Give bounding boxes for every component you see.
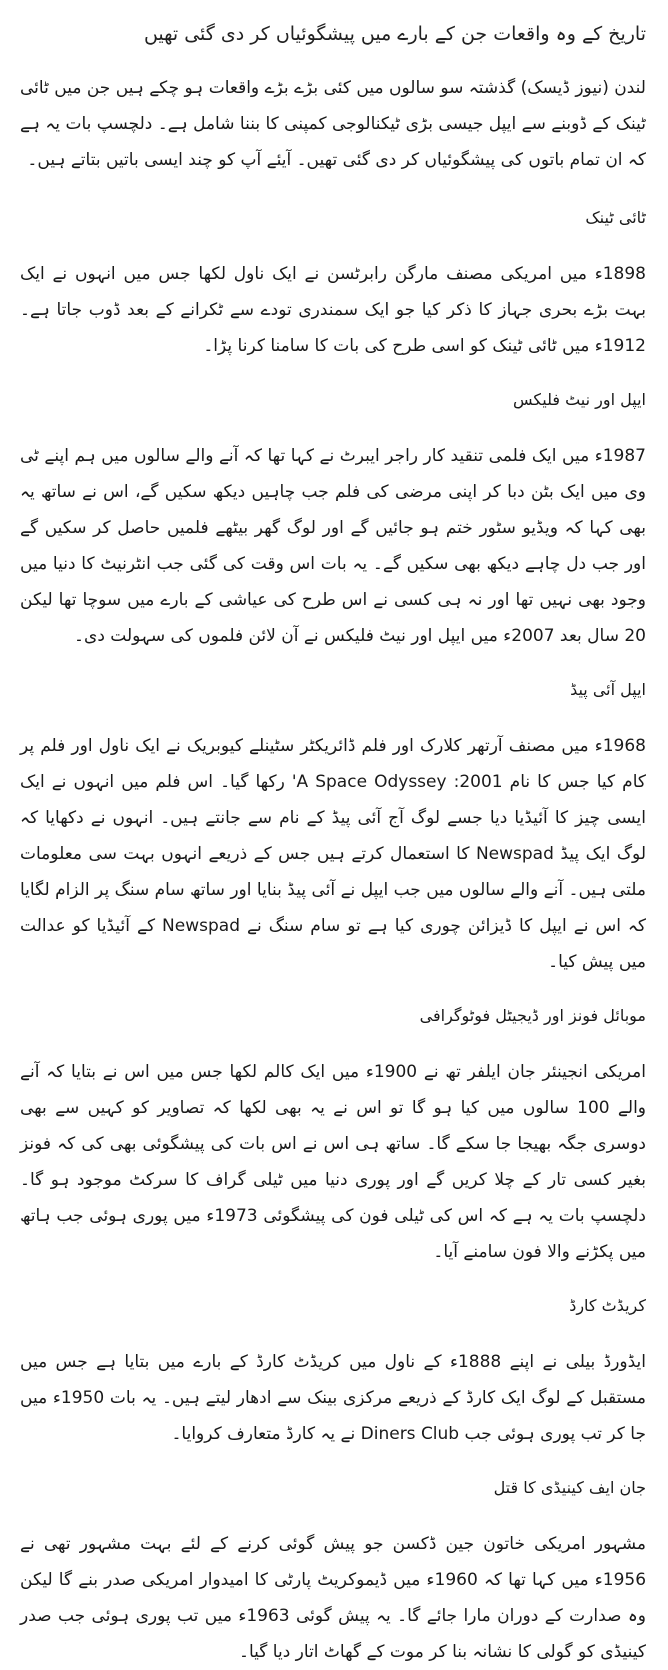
section-heading: ایپل اور نیٹ فلیکس xyxy=(513,390,646,409)
section-heading: موبائل فونز اور ڈیجیٹل فوٹوگرافی xyxy=(419,1006,646,1025)
section-paragraph: 1898ء میں امریکی مصنف مارگن رابرٹسن نے ایک ناول لکھا جس میں انہوں نے ایک بہت بڑے بحری جہاز کا ذکر کیا جو ایک سمندری تودے سے ٹکرانے کے بعد ڈوب جاتا ہے۔ 1912ء میں ٹائی ٹینک کو اسی طرح کی بات کا سامنا کرنا پڑا۔ xyxy=(20,264,646,356)
section-credit-card xyxy=(20,1292,646,1452)
section-apple-netflix xyxy=(20,386,646,654)
section-paragraph: ایڈورڈ بیلی نے اپنے 1888ء کے ناول میں کریڈٹ کارڈ کے بارے میں بتایا ہے جس میں مستقبل کے لوگ ایک کارڈ کے ذریعے مرکزی بینک سے ادھار لیتے ہیں۔ یہ بات 1950ء میں جا کر تب پوری ہوئی جب Diners Club نے یہ کارڈ متعارف کروایا۔ xyxy=(20,1352,647,1444)
section-paragraph: مشہور امریکی خاتون جین ڈکسن جو پیش گوئی کرنے کے لئے بہت مشہور تھی نے 1956ء میں کہا تھا کہ 1960ء میں ڈیموکریٹ پارٹی کا امیدوار امریکی صدر بنے گا لیکن وہ صدارت کے دوران مارا جائے گا۔ یہ پیش گوئی 1963ء میں تب پوری ہوئی جب صدر کینیڈی کو گولی کا نشانہ بنا کر موت کے گھاٹ اتار دیا گیا۔ xyxy=(20,1534,647,1662)
section-paragraph: 1987ء میں ایک فلمی تنقید کار راجر ایبرٹ نے کہا تھا کہ آنے والے سالوں میں ہم اپنے ٹی وی میں ایک بٹن دبا کر اپنی مرضی کی فلم جب چاہیں دیکھ سکیں گے، اس نے ساتھ یہ بھی کہا کہ ویڈیو سٹور ختم ہو جائیں گے اور لوگ گھر بیٹھے فلمیں حاصل کر سکیں گے اور جب دل چاہے دیکھ بھی سکیں گے۔ یہ بات اس وقت کی گئی جب انٹرنیٹ کا دنیا میں وجود بھی نہیں تھا اور نہ ہی کسی نے اس طرح کی عیاشی کے بارے میں سوچا تھا لیکن 20 سال بعد 2007ء میں ایپل اور نیٹ فلیکس نے آن لائن فلموں کی سہولت دی۔ xyxy=(20,446,646,646)
section-paragraph: 1968ء میں مصنف آرتھر کلارک اور فلم ڈائریکٹر سٹینلے کیوبریک نے ایک ناول اور فلم پر کام کیا جس کا نام 2001: A Space Odyssey' رکھا گیا۔ اس فلم میں انہوں نے ایک ایسی چیز کا آئیڈیا دیا جسے لوگ آج آئی پیڈ کے نام سے جانتے ہیں۔ انہوں نے دکھایا کہ لوگ ایک پیڈ Newspad کا استعمال کرتے ہیں جس کے ذریعے انہوں بہت سی معلومات ملتی ہیں۔ آنے والے سالوں میں جب ایپل نے آئی پیڈ بنایا اور ساتھ سام سنگ پر الزام لگایا کہ اس نے ایپل کا ڈیزائن چوری کیا ہے تو سام سنگ نے Newspad کے آئیڈیا کو عدالت میں پیش کیا۔ xyxy=(20,736,647,972)
section-paragraph: امریکی انجینئر جان ایلفر تھ نے 1900ء میں ایک کالم لکھا جس میں اس نے بتایا کہ آنے والے 100 سالوں میں کیا ہو گا تو اس نے یہ بھی لکھا کہ تصاویر کو کہیں سے بھی دوسری جگہ بھیجا جا سکے گا۔ ساتھ ہی اس نے اس بات کی پیشگوئی بھی کی کہ فونز بغیر کسی تار کے چلا کریں گے اور پوری دنیا میں ٹیلی گراف کا سرکٹ موجود ہو گا۔ دلچسپ بات یہ ہے کہ اس کی ٹیلی فون کی پیشگوئی 1973ء میں پوری ہوئی جب ہاتھ میں پکڑنے والا فون سامنے آیا۔ xyxy=(20,1062,647,1262)
section-heading: ایپل آئی پیڈ xyxy=(570,680,646,699)
section-kennedy xyxy=(20,1474,646,1670)
article-title: تاریخ کے وہ واقعات جن کے بارے میں پیشگوئیاں کر دی گئی تھیں xyxy=(143,23,646,45)
section-apple-ipad xyxy=(20,676,646,980)
section-heading: جان ایف کینیڈی کا قتل xyxy=(493,1478,646,1497)
section-mobile-phones xyxy=(20,1002,646,1270)
section-titanic xyxy=(20,204,646,364)
section-heading: کریڈٹ کارڈ xyxy=(569,1296,646,1315)
section-heading: ٹائی ٹینک xyxy=(585,208,646,227)
intro-paragraph: لندن (نیوز ڈیسک) گذشتہ سو سالوں میں کئی بڑے بڑے واقعات ہو چکے ہیں جن میں ٹائی ٹینک کے ڈوبنے سے ایپل جیسی بڑی ٹیکنالوجی کمپنی کا بننا شامل ہے۔ دلچسپ بات یہ ہے کہ ان تمام باتوں کی پیشگوئیاں کر دی گئی تھیں۔ آیئے آپ کو چند ایسی باتیں بتاتے ہیں۔ xyxy=(20,78,646,170)
